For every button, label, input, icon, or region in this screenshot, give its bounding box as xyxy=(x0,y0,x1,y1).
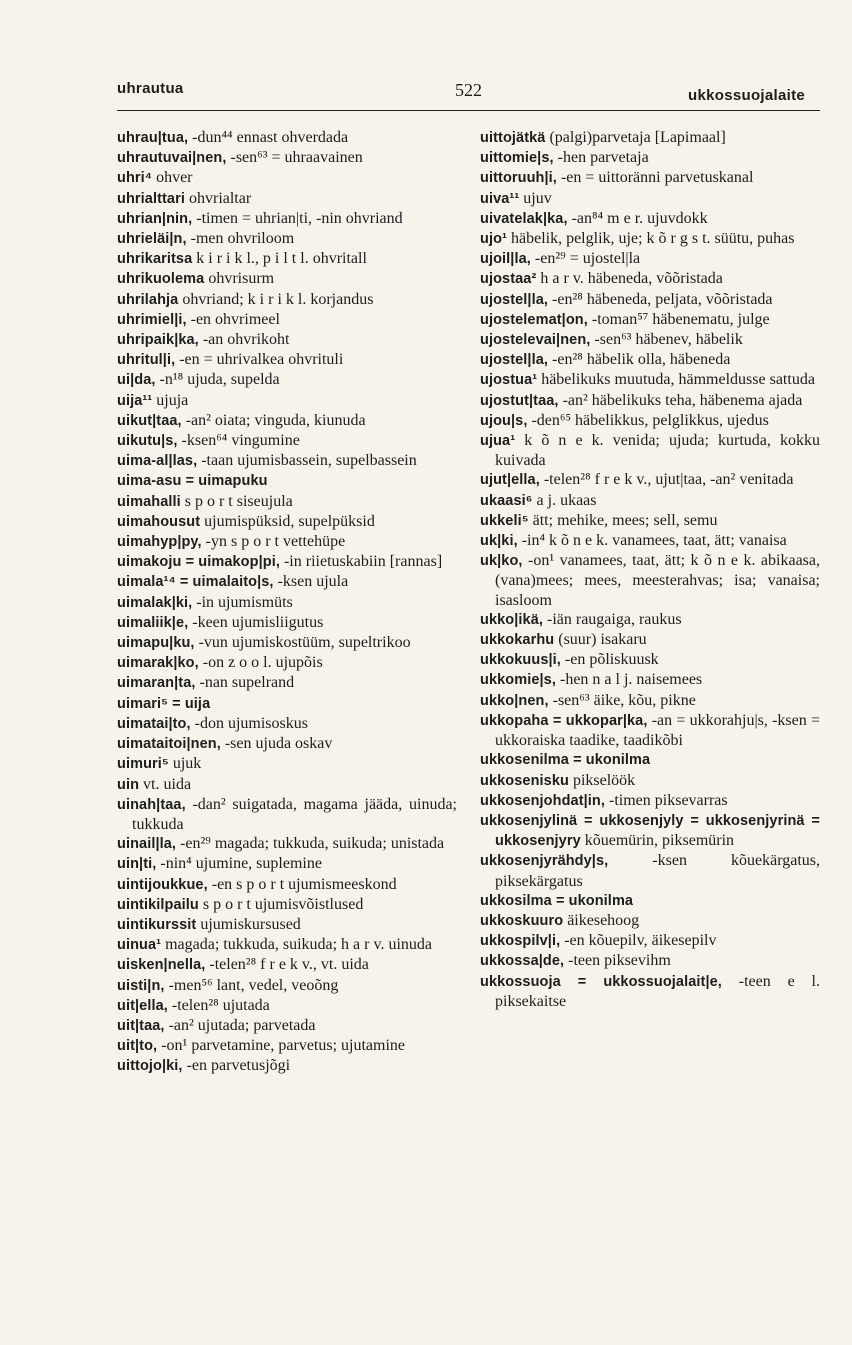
dictionary-entry xyxy=(480,249,820,269)
dictionary-entry xyxy=(480,511,820,531)
entry-headword: ukkosenjylinä = ukkosenjyly = ukkosenjyrinä = ukkosenjyry xyxy=(480,812,820,850)
entry-definition: -en parvetusjõgi xyxy=(182,1057,291,1075)
left-column xyxy=(117,128,457,1077)
dictionary-entry xyxy=(117,834,457,854)
dictionary-entry xyxy=(117,714,457,734)
dictionary-entry xyxy=(480,931,820,951)
entry-definition: vt. uida xyxy=(139,775,192,793)
dictionary-entry xyxy=(117,875,457,895)
entry-headword: ukkosenilma = ukonilma xyxy=(480,752,651,769)
dictionary-entry xyxy=(117,451,457,471)
dictionary-entry xyxy=(480,168,820,188)
entry-headword: ujostua¹ xyxy=(480,372,538,389)
entry-definition: -keen ujumisliigutus xyxy=(188,613,324,631)
dictionary-entry xyxy=(117,935,457,955)
dictionary-entry xyxy=(480,189,820,209)
entry-definition: -an⁸⁴ m e r. ujuvdokk xyxy=(567,209,708,227)
entry-headword: ukkossa|de, xyxy=(480,953,565,970)
entry-headword: ukkeli⁵ xyxy=(480,512,529,529)
dictionary-entry xyxy=(480,670,820,690)
entry-headword: uiva¹¹ xyxy=(480,190,520,207)
entry-definition: -dan² suigatada, magama jääda, uinuda; tukkuda xyxy=(132,795,457,833)
dictionary-entry xyxy=(480,470,820,490)
entry-headword: uimuri⁵ xyxy=(117,756,169,773)
entry-definition: -en²⁸ häbeneda, peljata, võõristada xyxy=(548,290,773,308)
dictionary-entry xyxy=(480,330,820,350)
entry-headword: uimala¹⁴ = uimalaito|s, xyxy=(117,574,274,591)
entry-headword: uhrian|nin, xyxy=(117,210,193,227)
entry-definition: -en = uittoränni parvetuskanal xyxy=(556,169,754,187)
header-rule xyxy=(117,110,820,111)
entry-definition: h a r v. häbeneda, võõristada xyxy=(536,270,723,288)
dictionary-entry xyxy=(117,512,457,532)
entry-definition: ohvriand; k i r i k l. korjandus xyxy=(178,290,374,308)
entry-definition: -in⁴ k õ n e k. vanamees, taat, ätt; vanaisa xyxy=(517,532,787,550)
dictionary-entry xyxy=(480,411,820,431)
entry-definition: -sen⁶³ = uhraavainen xyxy=(226,149,363,167)
dictionary-entry xyxy=(480,610,820,630)
entry-definition: äikesehoog xyxy=(563,911,640,929)
entry-headword: ukkomie|s, xyxy=(480,672,556,689)
entry-definition: k õ n e k. venida; ujuda; kurtuda, kokku kuivada xyxy=(495,432,820,470)
entry-headword: uhrieläi|n, xyxy=(117,231,187,248)
entry-definition: -iän raugaiga, raukus xyxy=(543,610,682,628)
dictionary-entry xyxy=(480,791,820,811)
dictionary-entry xyxy=(480,650,820,670)
entry-definition: -telen²⁸ ujutada xyxy=(167,996,270,1014)
dictionary-entry xyxy=(117,895,457,915)
entry-headword: uk|ki, xyxy=(480,533,518,550)
dictionary-entry xyxy=(480,209,820,229)
dictionary-entry xyxy=(117,775,457,795)
dictionary-entry xyxy=(480,911,820,931)
entry-headword: ujo¹ xyxy=(480,231,507,248)
dictionary-entry xyxy=(117,370,457,390)
entry-headword: uimapu|ku, xyxy=(117,635,195,652)
dictionary-entry xyxy=(117,633,457,653)
entry-headword: ukkopaha = ukkopar|ka, xyxy=(480,712,648,729)
entry-definition: -en²⁹ magada; tukkuda, suikuda; unistada xyxy=(176,835,445,853)
entry-headword: ukko|nen, xyxy=(480,692,549,709)
entry-definition: -nin⁴ ujumine, suplemine xyxy=(156,855,322,873)
entry-definition: -vun ujumiskostüüm, supeltrikoo xyxy=(194,634,411,652)
entry-definition: -hen n a l j. naisemees xyxy=(555,671,703,689)
entry-headword: uhrau|tua, xyxy=(117,130,189,146)
entry-definition: a j. ukaas xyxy=(532,491,597,509)
entry-headword: uhri⁴ xyxy=(117,170,153,187)
entry-definition: -in ujumismüts xyxy=(192,593,293,611)
entry-headword: uima-asu = uimapuku xyxy=(117,473,268,490)
entry-definition: -yn s p o r t vettehüpe xyxy=(201,533,346,551)
entry-headword: uhrautuvai|nen, xyxy=(117,150,227,167)
entry-headword: uimahalli xyxy=(117,493,181,510)
entry-definition: -n¹⁸ ujuda, supelda xyxy=(155,371,280,389)
dictionary-entry xyxy=(480,551,820,610)
dictionary-entry xyxy=(480,229,820,249)
entry-headword: uhrialttari xyxy=(117,190,185,207)
dictionary-entry xyxy=(117,310,457,330)
dictionary-entry xyxy=(117,128,457,148)
dictionary-entry xyxy=(117,189,457,209)
dictionary-entry xyxy=(117,976,457,996)
entry-headword: ukkospilv|i, xyxy=(480,933,561,950)
entry-headword: ukkosilma = ukonilma xyxy=(480,892,634,909)
entry-headword: uikutu|s, xyxy=(117,433,178,450)
dictionary-entry xyxy=(117,492,457,512)
running-head-right: ukkossuojalaite xyxy=(688,87,806,104)
entry-definition: -en²⁹ = ujostel|la xyxy=(530,250,641,268)
entry-headword: uintikilpailu xyxy=(117,896,199,913)
entry-definition: -hen parvetaja xyxy=(553,149,649,167)
dictionary-entry xyxy=(480,128,820,148)
dictionary-entry xyxy=(117,350,457,370)
entry-definition: häbelikuks muutuda, hämmeldusse sattuda xyxy=(537,371,815,389)
entry-definition: -sen ujuda oskav xyxy=(220,735,333,753)
entry-definition: (suur) isakaru xyxy=(554,631,647,649)
entry-definition: -teen e l. piksekaitse xyxy=(495,972,820,1010)
dictionary-entry xyxy=(117,572,457,592)
entry-headword: uittojätkä xyxy=(480,130,546,146)
dictionary-entry xyxy=(480,148,820,168)
entry-definition: -ksen ujula xyxy=(273,573,349,591)
entry-headword: uinah|taa, xyxy=(117,796,186,813)
entry-definition: ätt; mehike, mees; sell, semu xyxy=(528,511,718,529)
entry-headword: uhrikaritsa xyxy=(117,251,193,268)
entry-definition: -men⁵⁶ lant, vedel, veoõng xyxy=(164,976,339,994)
entry-headword: ujostel|la, xyxy=(480,352,549,369)
entry-headword: uimakoju = uimakop|pi, xyxy=(117,554,280,571)
entry-definition: s p o r t siseujula xyxy=(180,492,293,510)
dictionary-entry xyxy=(480,851,820,890)
entry-headword: ujut|ella, xyxy=(480,472,540,489)
entry-definition: ujumispüksid, supelpüksid xyxy=(200,512,375,530)
entry-headword: uimahousut xyxy=(117,513,201,530)
entry-headword: uikut|taa, xyxy=(117,412,182,429)
entry-headword: ujostel|la, xyxy=(480,291,549,308)
entry-definition: -an ohvrikoht xyxy=(198,331,290,349)
entry-definition: -teen piksevihm xyxy=(564,952,671,970)
entry-definition: -ksen⁶⁴ vingumine xyxy=(177,432,300,450)
dictionary-entry xyxy=(480,711,820,750)
dictionary-entry xyxy=(117,168,457,188)
running-head-left: uhrautua xyxy=(117,80,184,97)
entry-definition: magada; tukkuda, suikuda; h a r v. uinuda xyxy=(161,936,432,954)
entry-definition: -dun⁴⁴ ennast ohverdada xyxy=(188,129,349,146)
dictionary-entry xyxy=(480,951,820,971)
dictionary-entry xyxy=(117,754,457,774)
entry-definition: -en = uhrivalkea ohvrituli xyxy=(175,351,344,369)
entry-headword: uinua¹ xyxy=(117,937,162,954)
entry-headword: ukkosenjyrähdy|s, xyxy=(480,853,609,870)
entry-headword: uintikurssit xyxy=(117,916,197,933)
entry-headword: ukkossuoja = ukkossuojalait|e, xyxy=(480,973,722,990)
dictionary-entry xyxy=(117,854,457,874)
dictionary-entry xyxy=(480,350,820,370)
entry-headword: ukkosenisku xyxy=(480,772,569,789)
entry-headword: uija¹¹ xyxy=(117,392,153,409)
dictionary-entry xyxy=(117,734,457,754)
dictionary-entry xyxy=(117,411,457,431)
entry-definition: -en põliskuusk xyxy=(560,651,659,669)
entry-definition: -toman⁵⁷ häbenematu, julge xyxy=(587,310,770,328)
entry-headword: uimari⁵ = uija xyxy=(117,695,211,712)
dictionary-entry xyxy=(117,955,457,975)
entry-definition: -on¹ vanamees, taat, ätt; k õ n e k. abikaasa, (vana)mees; mees, meesterahvas; isa; vanaisa; isasloom xyxy=(495,552,820,609)
dictionary-entry xyxy=(117,209,457,229)
entry-headword: uinail|la, xyxy=(117,836,177,853)
entry-definition: -nan supelrand xyxy=(195,674,295,692)
entry-headword: uittomie|s, xyxy=(480,150,554,167)
entry-definition: -en ohvrimeel xyxy=(186,310,280,328)
entry-definition: ujuk xyxy=(168,755,202,773)
dictionary-entry xyxy=(480,269,820,289)
entry-headword: ukko|ikä, xyxy=(480,611,543,628)
entry-definition: ujuv xyxy=(519,189,552,207)
dictionary-entry xyxy=(117,229,457,249)
entry-headword: uit|to, xyxy=(117,1038,158,1055)
entry-definition: -telen²⁸ f r e k v., ujut|taa, -an² venitada xyxy=(539,471,794,489)
dictionary-entry xyxy=(117,1056,457,1076)
entry-definition: -en²⁸ häbelik olla, häbeneda xyxy=(548,351,731,369)
entry-headword: uit|taa, xyxy=(117,1017,165,1034)
entry-headword: uhritul|i, xyxy=(117,352,176,369)
entry-headword: uin xyxy=(117,776,140,793)
entry-headword: uimaran|ta, xyxy=(117,675,196,692)
entry-headword: ukaasi⁶ xyxy=(480,492,533,509)
dictionary-entry xyxy=(480,630,820,650)
dictionary-entry xyxy=(480,691,820,711)
dictionary-entry xyxy=(117,653,457,673)
right-column xyxy=(480,128,820,1011)
entry-definition: -en s p o r t ujumismeeskond xyxy=(207,875,397,893)
entry-headword: uittojo|ki, xyxy=(117,1058,183,1075)
entry-headword: uin|ti, xyxy=(117,856,157,873)
dictionary-entry xyxy=(480,391,820,411)
dictionary-entry xyxy=(117,431,457,451)
entry-headword: ukkosenjohdat|in, xyxy=(480,792,605,809)
dictionary-entry xyxy=(480,370,820,390)
entry-definition: -timen = uhrian|ti, -nin ohvriand xyxy=(192,209,403,227)
entry-headword: ujua¹ xyxy=(480,433,516,450)
entry-headword: uhripaik|ka, xyxy=(117,332,199,349)
entry-headword: uimatai|to, xyxy=(117,715,191,732)
entry-definition: kõuemürin, piksemürin xyxy=(580,832,735,850)
entry-definition: -an² oiata; vinguda, kiunuda xyxy=(181,411,366,429)
entry-headword: ui|da, xyxy=(117,372,156,389)
entry-definition: pikselöök xyxy=(568,771,636,789)
entry-definition: -den⁶⁵ häbelikkus, pelglikkus, ujedus xyxy=(527,411,769,429)
entry-definition: -ksen kõuekärgatus, piksekärgatus xyxy=(495,852,820,890)
entry-definition: häbelik, pelglik, uje; k õ r g s t. süütu, puhas xyxy=(506,230,795,248)
entry-headword: uisken|nella, xyxy=(117,957,206,974)
entry-headword: ukkoskuuro xyxy=(480,912,564,929)
entry-definition: -timen piksevarras xyxy=(605,791,728,809)
entry-headword: ujoil|la, xyxy=(480,251,531,268)
entry-definition: -on z o o l. ujupõis xyxy=(198,654,323,672)
dictionary-entry xyxy=(117,593,457,613)
entry-headword: uimarak|ko, xyxy=(117,655,199,672)
entry-definition: -don ujumisoskus xyxy=(190,714,308,732)
dictionary-entry xyxy=(480,891,820,911)
entry-headword: uintijoukkue, xyxy=(117,876,208,893)
entry-definition: s p o r t ujumisvõistlused xyxy=(198,895,364,913)
dictionary-entry xyxy=(117,269,457,289)
entry-definition: (palgi)parvetaja [Lapimaal] xyxy=(545,129,726,146)
entry-headword: uivatelak|ka, xyxy=(480,210,568,227)
entry-headword: uima-al|las, xyxy=(117,453,198,470)
dictionary-entry xyxy=(480,531,820,551)
entry-definition: ujumiskursused xyxy=(196,915,301,933)
entry-headword: ukkokuus|i, xyxy=(480,652,561,669)
dictionary-entry xyxy=(117,330,457,350)
entry-definition: -en kõuepilv, äikesepilv xyxy=(560,932,717,950)
dictionary-entry xyxy=(117,290,457,310)
dictionary-entry xyxy=(117,552,457,572)
dictionary-entry xyxy=(117,148,457,168)
entry-headword: uimataitoi|nen, xyxy=(117,736,221,753)
entry-headword: uimaliik|e, xyxy=(117,614,189,631)
dictionary-entry xyxy=(117,996,457,1016)
entry-definition: -an = ukkorahju|s, -ksen = ukkoraiska taadike, taadikõbi xyxy=(495,711,820,750)
dictionary-entry xyxy=(117,915,457,935)
dictionary-entry xyxy=(480,491,820,511)
dictionary-entry xyxy=(480,290,820,310)
dictionary-entry xyxy=(480,310,820,330)
entry-headword: uhrilahja xyxy=(117,291,179,308)
dictionary-entry xyxy=(117,249,457,269)
dictionary-entry xyxy=(117,795,457,834)
entry-headword: uit|ella, xyxy=(117,997,168,1014)
entry-headword: uk|ko, xyxy=(480,553,523,570)
dictionary-entry xyxy=(480,771,820,791)
dictionary-entry xyxy=(117,532,457,552)
entry-definition: -an² ujutada; parvetada xyxy=(164,1016,316,1034)
entry-definition: -telen²⁸ f r e k v., vt. uida xyxy=(205,956,369,974)
entry-definition: -in riietuskabiin [rannas] xyxy=(279,553,443,571)
dictionary-entry xyxy=(117,694,457,714)
dictionary-entry xyxy=(480,431,820,470)
dictionary-entry xyxy=(480,811,820,851)
entry-definition: ohvrialtar xyxy=(184,189,252,207)
entry-definition: -sen⁶³ häbenev, häbelik xyxy=(590,331,743,349)
dictionary-entry xyxy=(117,471,457,491)
dictionary-entry xyxy=(117,613,457,633)
entry-headword: uimahyp|py, xyxy=(117,534,202,551)
entry-definition: ohver xyxy=(152,169,193,187)
entry-definition: ujuja xyxy=(152,391,189,409)
entry-definition: k i r i k l., p i l t l. ohvritall xyxy=(192,250,367,268)
page-number: 522 xyxy=(455,80,482,100)
entry-headword: ujostelevai|nen, xyxy=(480,332,591,349)
entry-definition: -men ohvriloom xyxy=(186,230,295,248)
dictionary-entry xyxy=(117,391,457,411)
entry-headword: uhrimiel|i, xyxy=(117,311,187,328)
dictionary-entry xyxy=(117,1036,457,1056)
entry-headword: ujostaa² xyxy=(480,271,537,288)
entry-headword: ujostut|taa, xyxy=(480,392,559,409)
dictionary-entry xyxy=(117,673,457,693)
entry-definition: -on¹ parvetamine, parvetus; ujutamine xyxy=(157,1037,406,1055)
entry-definition: -sen⁶³ äike, kõu, pikne xyxy=(548,691,696,709)
entry-headword: uittoruuh|i, xyxy=(480,170,557,187)
dictionary-entry xyxy=(480,750,820,770)
entry-definition: ohvrisurm xyxy=(204,270,275,288)
entry-headword: uimalak|ki, xyxy=(117,594,193,611)
entry-definition: -an² häbelikuks teha, häbenema ajada xyxy=(558,391,803,409)
entry-headword: ujostelemat|on, xyxy=(480,311,588,328)
dictionary-entry xyxy=(117,1016,457,1036)
entry-headword: uisti|n, xyxy=(117,977,165,994)
entry-definition: -taan ujumisbassein, supelbassein xyxy=(197,452,417,470)
dictionary-entry xyxy=(480,972,820,1011)
entry-headword: ukkokarhu xyxy=(480,632,555,649)
entry-headword: ujou|s, xyxy=(480,412,528,429)
entry-headword: uhrikuolema xyxy=(117,271,205,288)
